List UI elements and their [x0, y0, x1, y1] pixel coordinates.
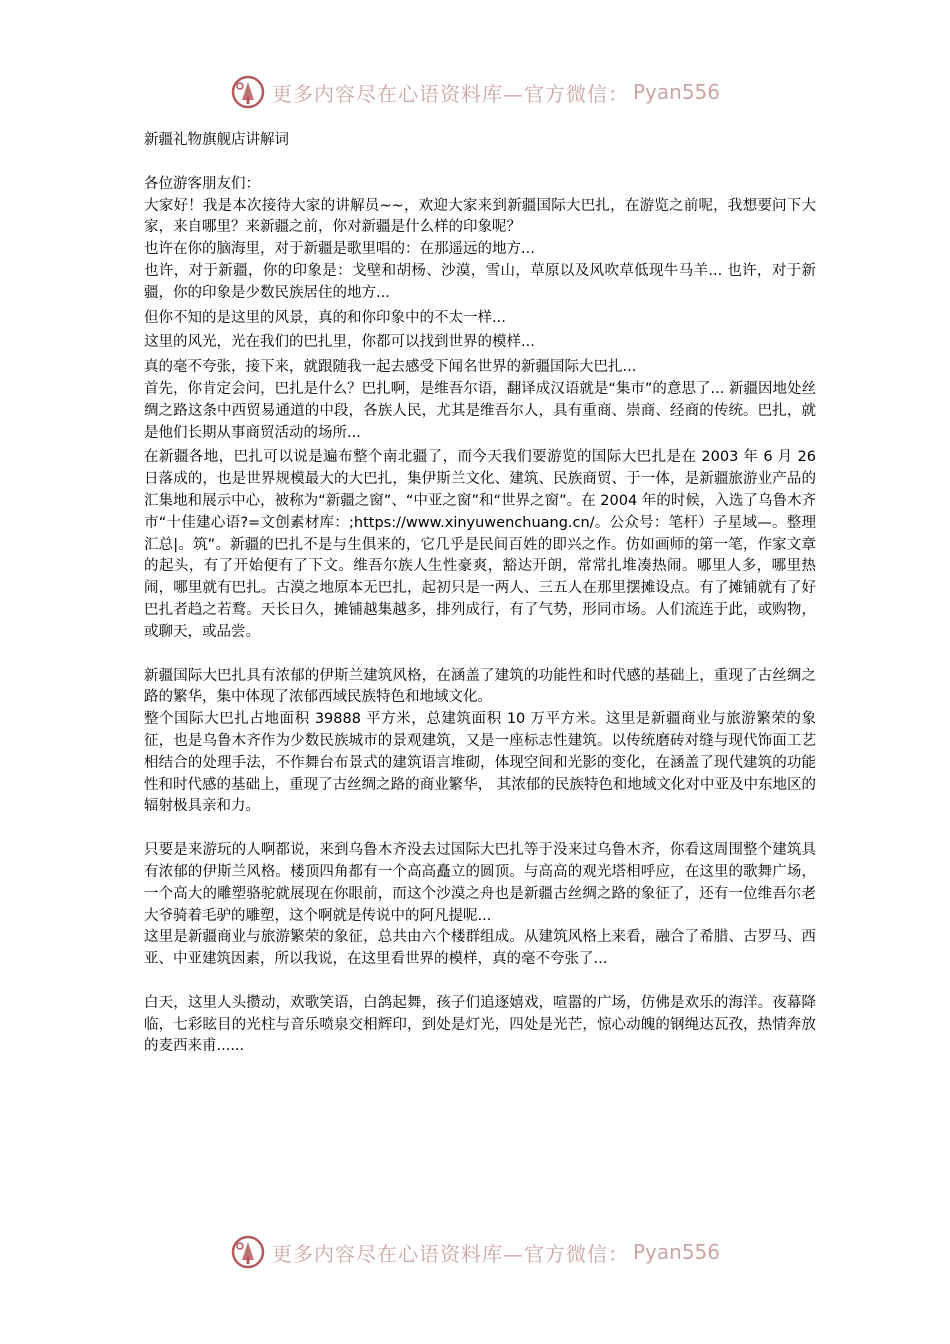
header-watermark-banner	[0, 72, 950, 112]
paragraph: 首先，你肯定会问，巴扎是什么？巴扎啊，是维吾尔语，翻译成汉语就是“集市”的意思了... 新疆因地处丝绸之路这条中西贸易通道的中段，各族人民，尤其是维吾尔人，具有重商、崇商、经商的传统。巴扎，就是他们长期从事商贸活动的场所...	[144, 380, 816, 441]
paragraph: 但你不知的是这里的风景，真的和你印象中的不太一样...	[144, 309, 506, 326]
document-body	[144, 130, 816, 1058]
paragraph: 白天，这里人头攒动，欢歌笑语，白鸽起舞，孩子们追逐嬉戏，喧嚣的广场，仿佛是欢乐的海洋。夜幕降临，七彩眩目的光柱与音乐喷泉交相辉印，到处是灯光，四处是光芒，惊心动魄的钢绳达瓦孜，热情奔放的麦西来甫......	[144, 994, 816, 1055]
footer-watermark-banner	[0, 1232, 950, 1272]
paragraph: 这里是新疆商业与旅游繁荣的象征，总共由六个楼群组成。从建筑风格上来看，融合了希腊、古罗马、西亚、中亚建筑因素，所以我说，在这里看世界的模样，真的毫不夸张了...	[144, 929, 816, 968]
banner-text: 更多内容尽在心语资料库—官方微信：	[271, 1241, 629, 1266]
document-title: 新疆礼物旗舰店讲解词	[144, 132, 289, 148]
banner-wechat-id: Pyan556	[632, 1240, 720, 1264]
paragraph: 也许在你的脑海里，对于新疆是歌里唱的：在那遥远的地方...	[144, 241, 535, 258]
banner-text: 更多内容尽在心语资料库—官方微信：	[271, 81, 629, 106]
paragraph: 真的毫不夸张，接下来，就跟随我一起去感受下闻名世界的新疆国际大巴扎...	[144, 359, 637, 376]
paragraph: 整个国际大巴扎占地面积 39888 平方米，总建筑面积 10 万平方米。这里是新疆商业与旅游繁荣的象征，也是乌鲁木齐作为少数民族城市的景观建筑，又是一座标志性建筑。以传统磨砖对缝与现代饰面工艺相结合的处理手法，不作舞台布景式的建筑语言堆砌，体现空间和光影的变化，在涵盖了现代建筑的功能性和时代感的基础上，重现了古丝绸之路的商业繁华， 其浓郁的民族特色和地域文化对中亚及中东地区的辐射极具亲和力。	[144, 711, 816, 815]
paragraph: 各位游客朋友们：	[144, 175, 260, 192]
tree-seal-logo-icon	[230, 74, 266, 110]
paragraph: 大家好！我是本次接待大家的讲解员~~，欢迎大家来到新疆国际大巴扎，在游览之前呢，我想要问下大家，来自哪里？来新疆之前，你对新疆是什么样的印象呢？	[144, 197, 816, 236]
banner-wechat-id: Pyan556	[632, 80, 720, 104]
paragraph: 也许，对于新疆，你的印象是：戈壁和胡杨、沙漠，雪山，草原以及风吹草低现牛马羊... 也许，对于新疆，你的印象是少数民族居住的地方...	[144, 262, 816, 301]
tree-seal-logo-icon	[230, 1234, 266, 1270]
paragraph: 这里的风光，光在我们的巴扎里，你都可以找到世界的模样...	[144, 334, 535, 351]
paragraph: 在新疆各地，巴扎可以说是遍布整个南北疆了，而今天我们要游览的国际大巴扎是在 2003 年 6 月 26 日落成的，也是世界规模最大的大巴扎，集伊斯兰文化、建筑、民族商贸、于一体，是新疆旅游业产品的汇集地和展示中心，被称为“新疆之窗”、“中亚之窗”和“世界之窗”。在 2004 年的时候，入选了乌鲁木齐市“十佳建心语?=文创素材库：;https://www.xinyuwenchuang.cn/。公众号：笔杆）子星域—。整理汇总|。筑”。新疆的巴扎不是与生俱来的，它几乎是民间百姓的即兴之作。仿如画师的第一笔，作家文章的起头，有了开始便有了下文。维吾尔族人生性豪爽，豁达开朗，常常扎堆凑热闹。哪里人多，哪里热闹，哪里就有巴扎。古漠之地原本无巴扎，起初只是一两人、三五人在那里摆摊设点。有了摊铺就有了好巴扎者趋之若鹜。天长日久，摊铺越集越多，排列成行，有了气势，形同市场。人们流连于此，或购物， 或聊天，或品尝。	[144, 449, 816, 640]
paragraph: 新疆国际大巴扎具有浓郁的伊斯兰建筑风格，在涵盖了建筑的功能性和时代感的基础上，重现了古丝绸之路的繁华，集中体现了浓郁西域民族特色和地域文化。	[144, 667, 816, 706]
paragraph: 只要是来游玩的人啊都说，来到乌鲁木齐没去过国际大巴扎等于没来过乌鲁木齐，你看这周围整个建筑具有浓郁的伊斯兰风格。楼顶四角都有一个高高矗立的圆顶。与高高的观光塔相呼应，在这里的歌舞广场，一个高大的雕塑骆驼就展现在你眼前，而这个沙漠之舟也是新疆古丝绸之路的象征了，还有一位维吾尔老大爷骑着毛驴的雕塑，这个啊就是传说中的阿凡提呢...	[144, 842, 816, 924]
